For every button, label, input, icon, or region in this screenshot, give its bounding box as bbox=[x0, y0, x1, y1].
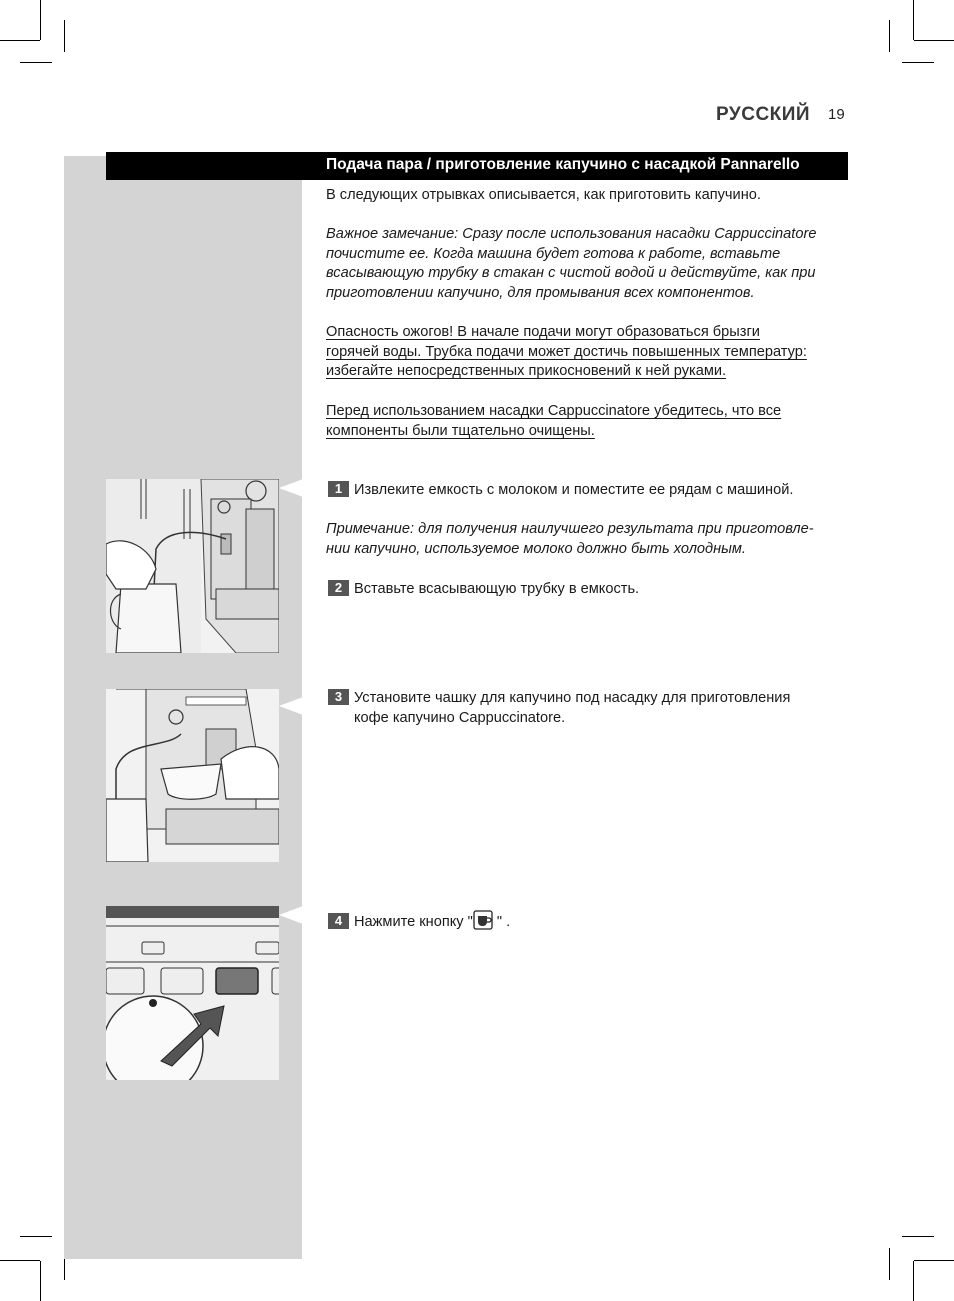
crop-mark bbox=[20, 62, 52, 63]
milk-note bbox=[326, 520, 856, 559]
crop-mark bbox=[913, 0, 914, 40]
crop-mark bbox=[902, 1236, 934, 1237]
note-line: Примечание: для получения наилучшего результата при приготовле- bbox=[326, 521, 814, 537]
important-note-line: всасывающую трубку в стакан с чистой водой и действуйте, как при bbox=[326, 265, 816, 282]
crop-mark bbox=[913, 1261, 914, 1301]
pointer-arrow bbox=[279, 906, 303, 924]
important-note bbox=[326, 225, 856, 303]
step-text: " . bbox=[496, 914, 511, 930]
step-number: 1 bbox=[328, 481, 349, 497]
burn-warning-line: горячей воды. Трубка подачи может достичь повышенных температур: bbox=[326, 343, 807, 360]
crop-mark bbox=[914, 1260, 954, 1261]
pointer-arrow bbox=[279, 697, 303, 715]
illustration-milk-container bbox=[106, 479, 279, 653]
burn-warning-line: избегайте непосредственных прикосновений к ней руками. bbox=[326, 363, 727, 380]
crop-mark bbox=[889, 1248, 890, 1280]
page-number: 19 bbox=[828, 106, 845, 123]
illustration-control-panel bbox=[106, 906, 279, 1080]
step-text: Установите чашку для капучино под насадку для приготовления bbox=[354, 690, 791, 706]
illustration-cup-under-cappuccinatore bbox=[106, 689, 279, 862]
step-2 bbox=[328, 580, 858, 600]
crop-mark bbox=[40, 0, 41, 40]
clean-warning-line: компоненты были тщательно очищены. bbox=[326, 422, 595, 439]
language-label: РУССКИЙ bbox=[716, 104, 811, 125]
important-note-line: приготовлении капучино, для промывания всех компонентов. bbox=[326, 284, 755, 301]
important-note-line: Важное замечание: Сразу после использования насадки Cappuccinatore bbox=[326, 226, 817, 242]
burn-warning bbox=[326, 323, 856, 382]
crop-mark bbox=[914, 40, 954, 41]
crop-mark bbox=[64, 20, 65, 52]
step-number: 4 bbox=[328, 913, 349, 929]
step-text: Нажмите кнопку " bbox=[354, 914, 473, 930]
step-text: Извлеките емкость с молоком и поместите ее рядам с машиной. bbox=[354, 482, 794, 498]
step-3 bbox=[328, 689, 858, 728]
cappuccino-cup-icon bbox=[473, 910, 497, 937]
clean-warning bbox=[326, 402, 856, 441]
clean-warning-line: Перед использованием насадки Cappuccinatore убедитесь, что все bbox=[326, 403, 782, 419]
section-title: Подача пара / приготовление капучино с насадкой Pannarello bbox=[326, 156, 800, 173]
note-line: нии капучино, используемое молоко должно быть холодным. bbox=[326, 540, 746, 557]
crop-mark bbox=[20, 1236, 52, 1237]
crop-mark bbox=[0, 1260, 40, 1261]
crop-mark bbox=[902, 62, 934, 63]
crop-mark bbox=[889, 20, 890, 52]
step-number: 3 bbox=[328, 689, 349, 705]
intro-text: В следующих отрывках описывается, как приготовить капучино. bbox=[326, 187, 761, 203]
step-number: 2 bbox=[328, 580, 349, 596]
step-text: кофе капучино Cappuccinatore. bbox=[354, 709, 566, 726]
crop-mark bbox=[40, 1261, 41, 1301]
step-4 bbox=[328, 910, 858, 937]
step-text: Вставьте всасывающую трубку в емкость. bbox=[354, 581, 640, 597]
pointer-arrow bbox=[279, 479, 303, 497]
burn-warning-line: Опасность ожогов! В начале подачи могут образоваться брызги bbox=[326, 324, 760, 340]
important-note-line: почистите ее. Когда машина будет готова к работе, вставьте bbox=[326, 245, 781, 262]
step-1 bbox=[328, 481, 858, 501]
crop-mark bbox=[0, 40, 40, 41]
